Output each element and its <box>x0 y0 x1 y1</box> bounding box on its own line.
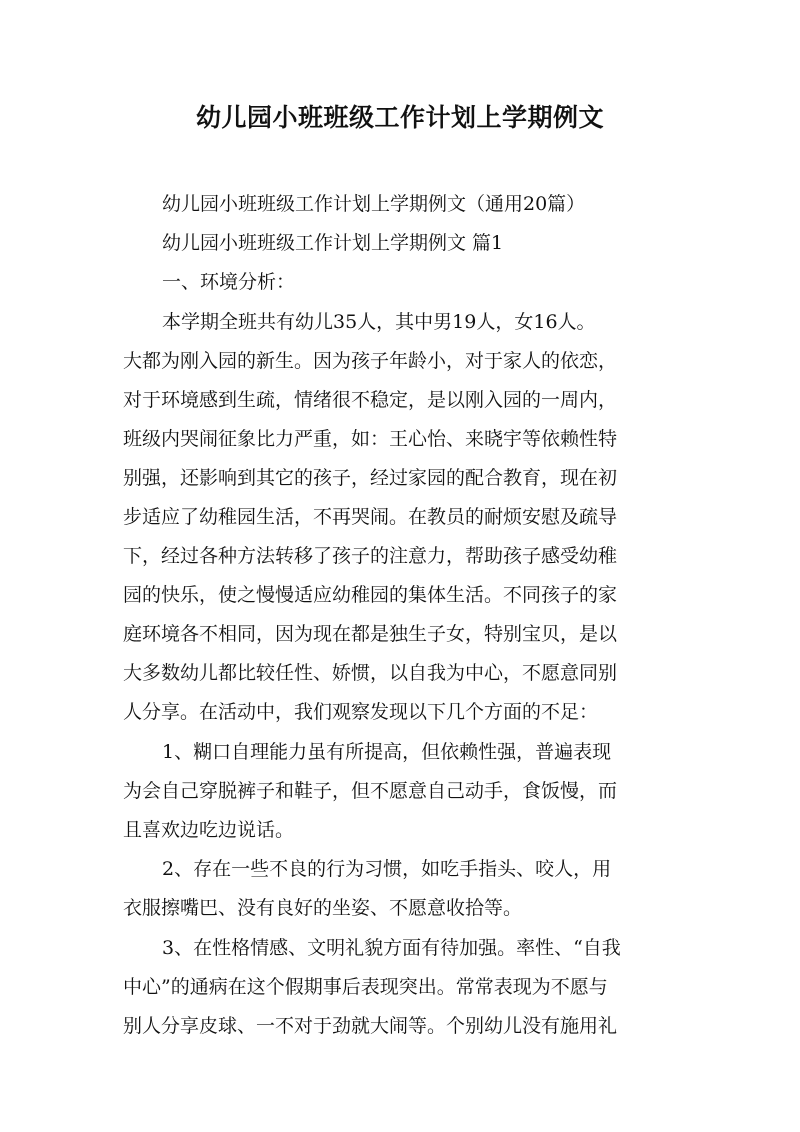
subtitle-line: 幼儿园小班班级工作计划上学期例文（通用20篇） <box>162 193 586 215</box>
paragraph-line: 园的快乐，使之慢慢适应幼稚园的集体生活。不同孩子的家 <box>123 584 618 606</box>
paragraph-line: 庭环境各不相同，因为现在都是独生子女，特别宝贝，是以 <box>123 623 618 645</box>
paragraph-line: 下，经过各种方法转移了孩子的注意力，帮助孩子感受幼稚 <box>123 545 618 567</box>
paragraph-line: 对于环境感到生疏，情绪很不稳定，是以刚入园的一周内， <box>123 389 618 411</box>
paragraph-line: 人分享。在活动中，我们观察发现以下几个方面的不足： <box>123 701 599 723</box>
paragraph-line: 本学期全班共有幼儿35人，其中男19人，女16人。 <box>162 311 596 333</box>
list-item-line: 1、糊口自理能力虽有所提高，但依赖性强，普遍表现 <box>162 741 612 763</box>
list-item-line: 为会自己穿脱裤子和鞋子，但不愿意自己动手，食饭慢，而 <box>123 780 618 802</box>
paragraph-line: 步适应了幼稚园生活，不再哭闹。在教员的耐烦安慰及疏导 <box>123 506 618 528</box>
subsection-heading: 一、环境分析： <box>162 271 296 293</box>
paragraph-line: 大多数幼儿都比较任性、娇惯，以自我为中心，不愿意同别 <box>123 662 618 684</box>
list-item-line: 2、存在一些不良的行为习惯，如吃手指头、咬人，用 <box>162 858 612 880</box>
list-item-line: 衣服擦嘴巴、没有良好的坐姿、不愿意收拾等。 <box>123 897 523 919</box>
list-item-line: 别人分享皮球、一不对于劲就大闹等。个别幼儿没有施用礼 <box>123 1015 618 1037</box>
list-item-line: 中心”的通病在这个假期事后表现突出。常常表现为不愿与 <box>123 976 608 998</box>
list-item-line: 3、在性格情感、文明礼貌方面有待加强。率性、“自我 <box>162 937 621 959</box>
page-title: 幼儿园小班班级工作计划上学期例文 <box>195 103 604 132</box>
list-item-line: 且喜欢边吃边说话。 <box>123 819 295 841</box>
section-heading: 幼儿园小班班级工作计划上学期例文 篇1 <box>162 232 504 254</box>
paragraph-line: 班级内哭闹征象比力严重，如：王心怡、来晓宇等依赖性特 <box>123 428 618 450</box>
paragraph-line: 大都为刚入园的新生。因为孩子年龄小，对于家人的依恋， <box>123 350 618 372</box>
paragraph-line: 别强，还影响到其它的孩子，经过家园的配合教育，现在初 <box>123 467 618 489</box>
